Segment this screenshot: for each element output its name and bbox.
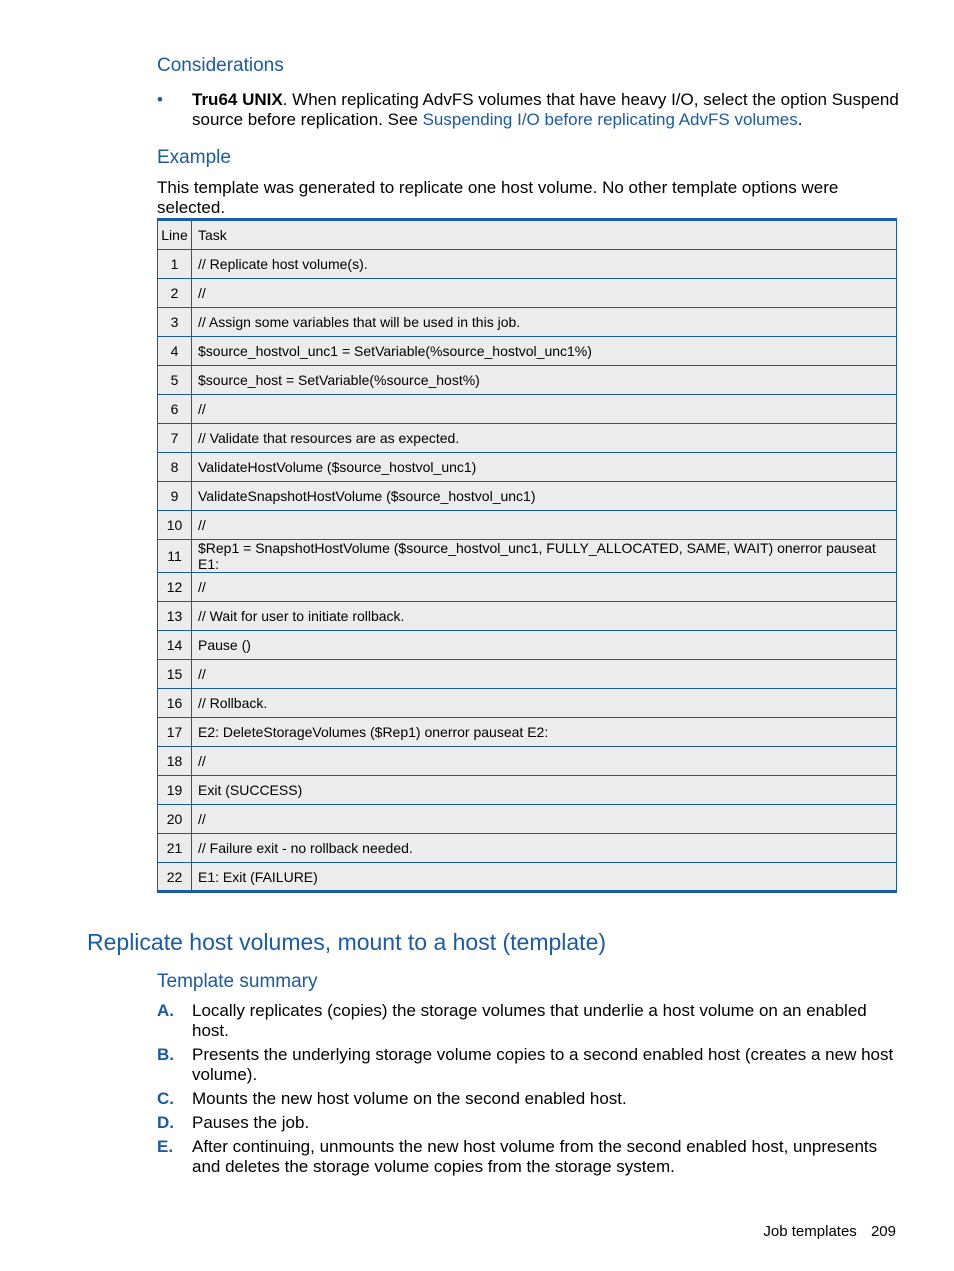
row-line-number: 9 xyxy=(158,482,192,511)
row-task: ValidateHostVolume ($source_hostvol_unc1) xyxy=(192,453,897,482)
row-line-number: 12 xyxy=(158,573,192,602)
row-task: $source_host = SetVariable(%source_host%) xyxy=(192,366,897,395)
list-item-text: Presents the underlying storage volume copies to a second enabled host (creates a new host volume). xyxy=(192,1045,894,1084)
row-task: // xyxy=(192,395,897,424)
list-item xyxy=(157,1045,899,1085)
table-row xyxy=(158,453,897,482)
row-task: // Replicate host volume(s). xyxy=(192,250,897,279)
row-task: // Failure exit - no rollback needed. xyxy=(192,834,897,863)
table-row xyxy=(158,602,897,631)
row-line-number: 14 xyxy=(158,631,192,660)
list-item xyxy=(157,1137,899,1177)
row-task: E1: Exit (FAILURE) xyxy=(192,863,897,892)
template-summary-heading: Template summary xyxy=(157,971,318,992)
list-item-text: Mounts the new host volume on the second enabled host. xyxy=(192,1089,627,1108)
row-task: Pause () xyxy=(192,631,897,660)
table-row xyxy=(158,689,897,718)
table-row xyxy=(158,395,897,424)
bullet-end: . xyxy=(797,110,803,129)
example-text: This template was generated to replicate one host volume. No other template options were selected. xyxy=(157,178,839,217)
row-task: // Rollback. xyxy=(192,689,897,718)
row-task: // xyxy=(192,660,897,689)
row-line-number: 22 xyxy=(158,863,192,892)
template-task-table xyxy=(157,218,897,893)
list-item-marker: D. xyxy=(157,1113,174,1132)
row-line-number: 2 xyxy=(158,279,192,308)
section-heading: Replicate host volumes, mount to a host (template) xyxy=(87,929,607,955)
row-line-number: 16 xyxy=(158,689,192,718)
bullet-body: . When replicating AdvFS volumes that have heavy I/O, select the option Suspend source before replication. See xyxy=(192,90,899,129)
list-item-marker: C. xyxy=(157,1089,174,1108)
row-task: ValidateSnapshotHostVolume ($source_hostvol_unc1) xyxy=(192,482,897,511)
table-row xyxy=(158,805,897,834)
table-row xyxy=(158,776,897,805)
row-line-number: 3 xyxy=(158,308,192,337)
table-row xyxy=(158,279,897,308)
table-row xyxy=(158,540,897,573)
table-row xyxy=(158,366,897,395)
row-line-number: 15 xyxy=(158,660,192,689)
table-row xyxy=(158,747,897,776)
list-item-marker: B. xyxy=(157,1045,174,1064)
row-task: // Wait for user to initiate rollback. xyxy=(192,602,897,631)
table-row xyxy=(158,660,897,689)
list-item-marker: E. xyxy=(157,1137,174,1156)
row-task: $source_hostvol_unc1 = SetVariable(%source_hostvol_unc1%) xyxy=(192,337,897,366)
row-task: // xyxy=(192,747,897,776)
list-item-marker: A. xyxy=(157,1001,174,1020)
row-line-number: 21 xyxy=(158,834,192,863)
bullet-bold-term: Tru64 UNIX xyxy=(192,90,283,109)
row-task: // xyxy=(192,279,897,308)
considerations-heading: Considerations xyxy=(157,55,284,76)
list-item-text: After continuing, unmounts the new host volume from the second enabled host, unpresents and deletes the storage volume copies from the storage system. xyxy=(192,1137,878,1176)
row-line-number: 1 xyxy=(158,250,192,279)
table-row xyxy=(158,718,897,747)
row-line-number: 6 xyxy=(158,395,192,424)
bullet-text xyxy=(192,90,899,130)
row-line-number: 8 xyxy=(158,453,192,482)
row-line-number: 4 xyxy=(158,337,192,366)
header-line: Line xyxy=(158,220,192,250)
list-item-text: Locally replicates (copies) the storage volumes that underlie a host volume on an enabled host. xyxy=(192,1001,867,1040)
footer-section: Job templates xyxy=(763,1223,857,1240)
template-summary-list xyxy=(157,1001,899,1181)
table-row xyxy=(158,863,897,892)
list-item xyxy=(157,1113,899,1133)
list-item xyxy=(157,1001,899,1041)
bullet-icon: • xyxy=(157,90,163,109)
page-footer xyxy=(753,1223,896,1240)
considerations-bullet xyxy=(157,90,899,130)
table-row xyxy=(158,482,897,511)
list-item-text: Pauses the job. xyxy=(192,1113,310,1132)
row-task: E2: DeleteStorageVolumes ($Rep1) onerror pauseat E2: xyxy=(192,718,897,747)
suspending-io-link[interactable]: Suspending I/O before replicating AdvFS volumes xyxy=(422,110,798,129)
row-line-number: 13 xyxy=(158,602,192,631)
row-line-number: 10 xyxy=(158,511,192,540)
row-task: // xyxy=(192,573,897,602)
table-row xyxy=(158,631,897,660)
table-row xyxy=(158,250,897,279)
row-line-number: 18 xyxy=(158,747,192,776)
row-task: // Validate that resources are as expected. xyxy=(192,424,897,453)
table-row xyxy=(158,511,897,540)
row-task: Exit (SUCCESS) xyxy=(192,776,897,805)
table-row xyxy=(158,308,897,337)
header-task: Task xyxy=(192,220,897,250)
footer-page-number: 209 xyxy=(870,1223,896,1240)
table-row xyxy=(158,573,897,602)
row-line-number: 11 xyxy=(158,540,192,573)
row-task: $Rep1 = SnapshotHostVolume ($source_hostvol_unc1, FULLY_ALLOCATED, SAME, WAIT) onerror pauseat E1: xyxy=(192,540,897,573)
row-line-number: 17 xyxy=(158,718,192,747)
example-heading: Example xyxy=(157,147,231,168)
row-line-number: 19 xyxy=(158,776,192,805)
row-task: // Assign some variables that will be used in this job. xyxy=(192,308,897,337)
row-task: // xyxy=(192,805,897,834)
table-row xyxy=(158,424,897,453)
row-line-number: 20 xyxy=(158,805,192,834)
table-row xyxy=(158,337,897,366)
row-task: // xyxy=(192,511,897,540)
table-header-row xyxy=(158,220,897,250)
row-line-number: 7 xyxy=(158,424,192,453)
table-row xyxy=(158,834,897,863)
row-line-number: 5 xyxy=(158,366,192,395)
list-item xyxy=(157,1089,899,1109)
